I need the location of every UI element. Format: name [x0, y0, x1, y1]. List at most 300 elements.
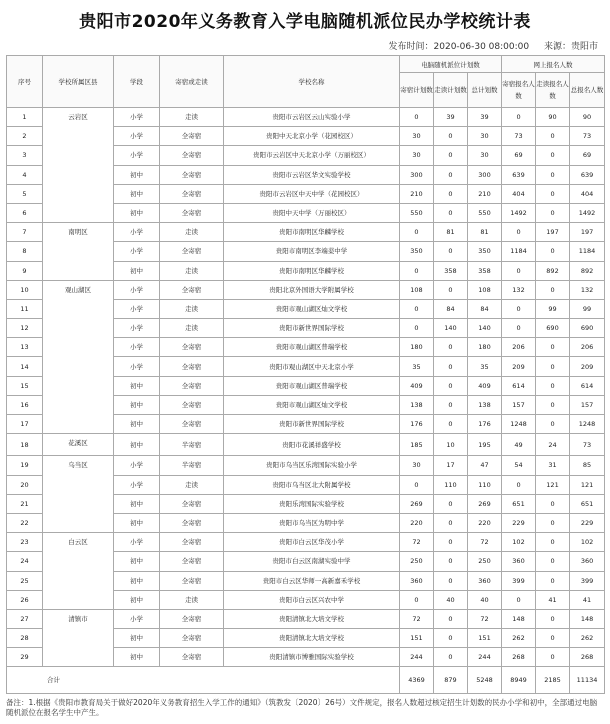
plan-walk-cell: 39 [434, 108, 468, 127]
boarding-cell: 全寄宿 [160, 280, 224, 299]
seq-cell: 18 [7, 434, 43, 456]
plan-total-cell: 195 [468, 434, 502, 456]
boarding-cell: 走读 [160, 261, 224, 280]
plan-board-cell: 176 [400, 415, 434, 434]
apply-total-cell: 209 [570, 357, 605, 376]
plan-total-cell: 210 [468, 184, 502, 203]
apply-board-cell: 132 [502, 280, 536, 299]
school-name-cell: 贵阳市南明区华麟学校 [224, 223, 400, 242]
apply-total-cell: 404 [570, 184, 605, 203]
plan-board-cell: 0 [400, 590, 434, 609]
school-name-cell: 贵阳市云岩区华文实验学校 [224, 165, 400, 184]
plan-walk-cell: 110 [434, 475, 468, 494]
school-name-cell: 贵阳市乌当区乐湾国际实验小学 [224, 456, 400, 475]
plan-board-cell: 151 [400, 629, 434, 648]
plan-board-cell: 108 [400, 280, 434, 299]
apply-total-cell: 360 [570, 552, 605, 571]
apply-total-cell: 73 [570, 434, 605, 456]
publish-meta [0, 39, 610, 55]
apply-total-cell: 892 [570, 261, 605, 280]
school-name-cell: 贵阳市白云区华茂小学 [224, 533, 400, 552]
stage-cell: 初中 [114, 261, 160, 280]
stage-cell: 小学 [114, 108, 160, 127]
apply-walk-cell: 0 [536, 552, 570, 571]
school-name-cell: 贵阳市白云区华师一高新嘉禾学校 [224, 571, 400, 590]
plan-board-cell: 30 [400, 456, 434, 475]
plan-walk-cell: 0 [434, 395, 468, 414]
school-name-cell: 贵阳乐湾国际实验学校 [224, 494, 400, 513]
school-name-cell: 贵阳北京外国语大学附属学校 [224, 280, 400, 299]
plan-board-cell: 0 [400, 261, 434, 280]
stage-cell: 初中 [114, 203, 160, 222]
stage-cell: 初中 [114, 395, 160, 414]
district-cell: 花溪区 [43, 434, 114, 456]
plan-walk-cell: 0 [434, 609, 468, 628]
publish-source: 来源：贵阳市 [543, 42, 598, 52]
plan-walk-cell: 81 [434, 223, 468, 242]
seq-cell: 19 [7, 456, 43, 475]
seq-cell: 24 [7, 552, 43, 571]
plan-total-cell: 140 [468, 319, 502, 338]
district-cell: 观山湖区 [43, 280, 114, 434]
school-name-cell: 贵阳市新世界国际学校 [224, 319, 400, 338]
table-row [7, 280, 605, 299]
school-name-cell: 贵阳市观山湖区灿文学校 [224, 299, 400, 318]
boarding-cell: 全寄宿 [160, 494, 224, 513]
apply-total-cell: 41 [570, 590, 605, 609]
plan-total-cell: 72 [468, 609, 502, 628]
stage-cell: 初中 [114, 494, 160, 513]
apply-total-cell: 157 [570, 395, 605, 414]
stage-cell: 初中 [114, 376, 160, 395]
apply-board-cell: 73 [502, 127, 536, 146]
plan-board-cell: 0 [400, 475, 434, 494]
apply-walk-cell: 0 [536, 146, 570, 165]
apply-total-cell: 73 [570, 127, 605, 146]
plan-walk-cell: 40 [434, 590, 468, 609]
seq-cell: 6 [7, 203, 43, 222]
apply-board-cell: 651 [502, 494, 536, 513]
boarding-cell: 全寄宿 [160, 629, 224, 648]
stage-cell: 初中 [114, 571, 160, 590]
apply-board-cell: 209 [502, 357, 536, 376]
total-plan-walk: 879 [434, 667, 468, 694]
plan-board-cell: 300 [400, 165, 434, 184]
plan-board-cell: 409 [400, 376, 434, 395]
stage-cell: 初中 [114, 648, 160, 667]
plan-board-cell: 72 [400, 533, 434, 552]
plan-total-cell: 138 [468, 395, 502, 414]
plan-walk-cell: 358 [434, 261, 468, 280]
boarding-cell: 走读 [160, 475, 224, 494]
plan-board-cell: 360 [400, 571, 434, 590]
stage-cell: 小学 [114, 280, 160, 299]
boarding-cell: 全寄宿 [160, 127, 224, 146]
apply-total-cell: 85 [570, 456, 605, 475]
plan-total-cell: 35 [468, 357, 502, 376]
plan-board-cell: 550 [400, 203, 434, 222]
stage-cell: 初中 [114, 629, 160, 648]
apply-walk-cell: 0 [536, 376, 570, 395]
plan-total-cell: 180 [468, 338, 502, 357]
plan-walk-cell: 0 [434, 552, 468, 571]
stage-cell: 小学 [114, 609, 160, 628]
plan-walk-cell: 0 [434, 533, 468, 552]
school-name-cell: 贵阳市观山湖区中天北京小学 [224, 357, 400, 376]
apply-total-cell: 651 [570, 494, 605, 513]
seq-cell: 15 [7, 376, 43, 395]
boarding-cell: 半寄宿 [160, 434, 224, 456]
boarding-cell: 全寄宿 [160, 609, 224, 628]
school-name-cell: 贵阳市观山湖区普瑞学校 [224, 376, 400, 395]
seq-cell: 12 [7, 319, 43, 338]
plan-walk-cell: 140 [434, 319, 468, 338]
boarding-cell: 全寄宿 [160, 533, 224, 552]
seq-cell: 1 [7, 108, 43, 127]
school-name-cell: 贵阳清镇北大培文学校 [224, 609, 400, 628]
plan-board-cell: 72 [400, 609, 434, 628]
apply-board-cell: 0 [502, 475, 536, 494]
seq-cell: 22 [7, 513, 43, 532]
school-name-cell: 贵阳市观山湖区灿文学校 [224, 395, 400, 414]
plan-walk-cell: 0 [434, 376, 468, 395]
seq-cell: 9 [7, 261, 43, 280]
apply-total-cell: 639 [570, 165, 605, 184]
boarding-cell: 全寄宿 [160, 648, 224, 667]
plan-walk-cell: 0 [434, 203, 468, 222]
header-apply-walk: 走读报名人数 [536, 73, 570, 108]
apply-board-cell: 102 [502, 533, 536, 552]
district-cell: 云岩区 [43, 108, 114, 223]
apply-walk-cell: 0 [536, 513, 570, 532]
apply-total-cell: 99 [570, 299, 605, 318]
header-stage: 学段 [114, 56, 160, 108]
boarding-cell: 全寄宿 [160, 376, 224, 395]
plan-board-cell: 30 [400, 127, 434, 146]
school-name-cell: 贵阳市乌当区为明中学 [224, 513, 400, 532]
stage-cell: 初中 [114, 513, 160, 532]
publish-time: 发布时间：2020-06-30 08:00:00 [388, 42, 530, 52]
plan-walk-cell: 0 [434, 242, 468, 261]
apply-total-cell: 614 [570, 376, 605, 395]
plan-board-cell: 269 [400, 494, 434, 513]
apply-total-cell: 1248 [570, 415, 605, 434]
seq-cell: 23 [7, 533, 43, 552]
seq-cell: 4 [7, 165, 43, 184]
apply-board-cell: 360 [502, 552, 536, 571]
plan-walk-cell: 0 [434, 629, 468, 648]
plan-board-cell: 250 [400, 552, 434, 571]
plan-total-cell: 30 [468, 127, 502, 146]
apply-total-cell: 268 [570, 648, 605, 667]
school-name-cell: 贵阳市观山湖区普瑞学校 [224, 338, 400, 357]
stage-cell: 初中 [114, 552, 160, 571]
apply-walk-cell: 892 [536, 261, 570, 280]
apply-board-cell: 1184 [502, 242, 536, 261]
boarding-cell: 全寄宿 [160, 242, 224, 261]
apply-total-cell: 90 [570, 108, 605, 127]
boarding-cell: 全寄宿 [160, 395, 224, 414]
plan-board-cell: 0 [400, 108, 434, 127]
plan-board-cell: 244 [400, 648, 434, 667]
apply-walk-cell: 0 [536, 533, 570, 552]
plan-board-cell: 35 [400, 357, 434, 376]
apply-walk-cell: 90 [536, 108, 570, 127]
apply-walk-cell: 0 [536, 338, 570, 357]
school-name-cell: 贵阳市花溪祥盛学校 [224, 434, 400, 456]
header-apply-total: 总报名人数 [570, 73, 605, 108]
plan-walk-cell: 0 [434, 280, 468, 299]
plan-total-cell: 39 [468, 108, 502, 127]
plan-walk-cell: 0 [434, 127, 468, 146]
school-name-cell: 贵阳市云岩区中天中学（花园校区） [224, 184, 400, 203]
seq-cell: 28 [7, 629, 43, 648]
apply-total-cell: 148 [570, 609, 605, 628]
seq-cell: 17 [7, 415, 43, 434]
boarding-cell: 走读 [160, 223, 224, 242]
seq-cell: 2 [7, 127, 43, 146]
stage-cell: 小学 [114, 223, 160, 242]
footnote: 备注：1.根据《贵阳市教育局关于做好2020年义务教育招生入学工作的通知》（筑教发〔2020〕26号）文件规定，报名人数超过核定招生计划数的民办小学和初中，全部通过电脑随机派位在报名学生中产生。 [6, 698, 598, 718]
boarding-cell: 半寄宿 [160, 456, 224, 475]
apply-board-cell: 0 [502, 319, 536, 338]
plan-total-cell: 110 [468, 475, 502, 494]
stage-cell: 初中 [114, 415, 160, 434]
plan-walk-cell: 0 [434, 513, 468, 532]
total-plan-total: 5248 [468, 667, 502, 694]
plan-board-cell: 0 [400, 299, 434, 318]
apply-board-cell: 0 [502, 223, 536, 242]
apply-walk-cell: 121 [536, 475, 570, 494]
plan-walk-cell: 84 [434, 299, 468, 318]
apply-board-cell: 0 [502, 299, 536, 318]
apply-board-cell: 262 [502, 629, 536, 648]
plan-total-cell: 47 [468, 456, 502, 475]
school-name-cell: 贵阳中天北京小学（花园校区） [224, 127, 400, 146]
boarding-cell: 全寄宿 [160, 357, 224, 376]
apply-total-cell: 690 [570, 319, 605, 338]
plan-total-cell: 269 [468, 494, 502, 513]
apply-total-cell: 206 [570, 338, 605, 357]
boarding-cell: 走读 [160, 108, 224, 127]
apply-walk-cell: 0 [536, 357, 570, 376]
header-district: 学校所属区县 [43, 56, 114, 108]
seq-cell: 7 [7, 223, 43, 242]
plan-total-cell: 360 [468, 571, 502, 590]
boarding-cell: 全寄宿 [160, 552, 224, 571]
plan-walk-cell: 0 [434, 415, 468, 434]
table-row [7, 456, 605, 475]
apply-board-cell: 639 [502, 165, 536, 184]
seq-cell: 25 [7, 571, 43, 590]
school-stats-table [6, 55, 605, 694]
boarding-cell: 全寄宿 [160, 571, 224, 590]
header-boarding: 寄宿或走读 [160, 56, 224, 108]
plan-total-cell: 350 [468, 242, 502, 261]
plan-walk-cell: 17 [434, 456, 468, 475]
plan-walk-cell: 0 [434, 146, 468, 165]
plan-board-cell: 350 [400, 242, 434, 261]
apply-walk-cell: 0 [536, 242, 570, 261]
header-plan-board: 寄宿计划数 [400, 73, 434, 108]
seq-cell: 27 [7, 609, 43, 628]
total-plan-board: 4369 [400, 667, 434, 694]
apply-walk-cell: 0 [536, 494, 570, 513]
plan-board-cell: 0 [400, 223, 434, 242]
stage-cell: 小学 [114, 475, 160, 494]
apply-total-cell: 1184 [570, 242, 605, 261]
plan-total-cell: 72 [468, 533, 502, 552]
apply-walk-cell: 0 [536, 165, 570, 184]
stage-cell: 小学 [114, 127, 160, 146]
header-school: 学校名称 [224, 56, 400, 108]
header-plan-walk: 走读计划数 [434, 73, 468, 108]
stage-cell: 初中 [114, 434, 160, 456]
apply-total-cell: 102 [570, 533, 605, 552]
apply-board-cell: 0 [502, 261, 536, 280]
apply-walk-cell: 0 [536, 280, 570, 299]
seq-cell: 16 [7, 395, 43, 414]
apply-board-cell: 404 [502, 184, 536, 203]
plan-total-cell: 176 [468, 415, 502, 434]
apply-total-cell: 1492 [570, 203, 605, 222]
apply-board-cell: 206 [502, 338, 536, 357]
school-name-cell: 贵阳市南明区华麟学校 [224, 261, 400, 280]
table-row [7, 609, 605, 628]
apply-board-cell: 148 [502, 609, 536, 628]
plan-total-cell: 84 [468, 299, 502, 318]
plan-total-cell: 108 [468, 280, 502, 299]
stage-cell: 小学 [114, 456, 160, 475]
apply-total-cell: 262 [570, 629, 605, 648]
boarding-cell: 全寄宿 [160, 165, 224, 184]
apply-board-cell: 0 [502, 590, 536, 609]
seq-cell: 20 [7, 475, 43, 494]
apply-board-cell: 1248 [502, 415, 536, 434]
apply-board-cell: 157 [502, 395, 536, 414]
boarding-cell: 走读 [160, 299, 224, 318]
plan-walk-cell: 0 [434, 184, 468, 203]
stage-cell: 初中 [114, 165, 160, 184]
apply-walk-cell: 0 [536, 203, 570, 222]
plan-walk-cell: 0 [434, 338, 468, 357]
stage-cell: 小学 [114, 533, 160, 552]
apply-board-cell: 614 [502, 376, 536, 395]
apply-total-cell: 197 [570, 223, 605, 242]
apply-total-cell: 399 [570, 571, 605, 590]
header-group-apply: 网上报名人数 [502, 56, 605, 73]
seq-cell: 29 [7, 648, 43, 667]
district-cell: 清镇市 [43, 609, 114, 667]
school-name-cell: 贵阳市乌当区北大附属学校 [224, 475, 400, 494]
boarding-cell: 全寄宿 [160, 415, 224, 434]
plan-total-cell: 358 [468, 261, 502, 280]
stage-cell: 小学 [114, 357, 160, 376]
plan-total-cell: 40 [468, 590, 502, 609]
stage-cell: 小学 [114, 338, 160, 357]
plan-board-cell: 180 [400, 338, 434, 357]
apply-board-cell: 1492 [502, 203, 536, 222]
apply-walk-cell: 0 [536, 629, 570, 648]
plan-total-cell: 30 [468, 146, 502, 165]
total-apply-total: 11134 [570, 667, 605, 694]
apply-walk-cell: 99 [536, 299, 570, 318]
plan-total-cell: 409 [468, 376, 502, 395]
total-apply-board: 8949 [502, 667, 536, 694]
apply-board-cell: 69 [502, 146, 536, 165]
school-name-cell: 贵阳市云岩区中天北京小学（万丽校区） [224, 146, 400, 165]
stage-cell: 初中 [114, 184, 160, 203]
school-name-cell: 贵阳市新世界国际学校 [224, 415, 400, 434]
plan-walk-cell: 0 [434, 357, 468, 376]
plan-board-cell: 138 [400, 395, 434, 414]
plan-walk-cell: 0 [434, 571, 468, 590]
plan-walk-cell: 0 [434, 494, 468, 513]
plan-total-cell: 244 [468, 648, 502, 667]
school-name-cell: 贵阳市白云区南湖实验中学 [224, 552, 400, 571]
header-seq: 序号 [7, 56, 43, 108]
plan-board-cell: 185 [400, 434, 434, 456]
boarding-cell: 全寄宿 [160, 184, 224, 203]
stage-cell: 小学 [114, 146, 160, 165]
stage-cell: 小学 [114, 319, 160, 338]
stage-cell: 小学 [114, 299, 160, 318]
total-label: 合计 [7, 667, 400, 694]
apply-total-cell: 229 [570, 513, 605, 532]
apply-walk-cell: 0 [536, 415, 570, 434]
seq-cell: 26 [7, 590, 43, 609]
district-cell: 南明区 [43, 223, 114, 281]
stage-cell: 小学 [114, 242, 160, 261]
plan-total-cell: 151 [468, 629, 502, 648]
apply-total-cell: 121 [570, 475, 605, 494]
seq-cell: 5 [7, 184, 43, 203]
plan-walk-cell: 0 [434, 165, 468, 184]
apply-walk-cell: 0 [536, 395, 570, 414]
boarding-cell: 全寄宿 [160, 513, 224, 532]
school-name-cell: 贵阳市白云区兴农中学 [224, 590, 400, 609]
seq-cell: 13 [7, 338, 43, 357]
apply-walk-cell: 197 [536, 223, 570, 242]
seq-cell: 14 [7, 357, 43, 376]
seq-cell: 3 [7, 146, 43, 165]
apply-walk-cell: 0 [536, 648, 570, 667]
school-name-cell: 贵阳清镇北大培文学校 [224, 629, 400, 648]
plan-total-cell: 300 [468, 165, 502, 184]
plan-walk-cell: 10 [434, 434, 468, 456]
plan-walk-cell: 0 [434, 648, 468, 667]
plan-board-cell: 0 [400, 319, 434, 338]
page-title: 贵阳市2020年义务教育入学电脑随机派位民办学校统计表 [79, 12, 531, 32]
plan-board-cell: 220 [400, 513, 434, 532]
table-row [7, 108, 605, 127]
apply-walk-cell: 31 [536, 456, 570, 475]
apply-walk-cell: 0 [536, 571, 570, 590]
seq-cell: 10 [7, 280, 43, 299]
seq-cell: 21 [7, 494, 43, 513]
table-row [7, 223, 605, 242]
seq-cell: 11 [7, 299, 43, 318]
boarding-cell: 全寄宿 [160, 146, 224, 165]
plan-total-cell: 550 [468, 203, 502, 222]
school-name-cell: 贵阳市云岩区云山实验小学 [224, 108, 400, 127]
school-name-cell: 贵阳清镇市博雅国际实验学校 [224, 648, 400, 667]
apply-total-cell: 132 [570, 280, 605, 299]
header-group-plan: 电脑随机派位计划数 [400, 56, 502, 73]
district-cell: 白云区 [43, 533, 114, 610]
apply-board-cell: 0 [502, 108, 536, 127]
school-name-cell: 贵阳中天中学（万丽校区） [224, 203, 400, 222]
